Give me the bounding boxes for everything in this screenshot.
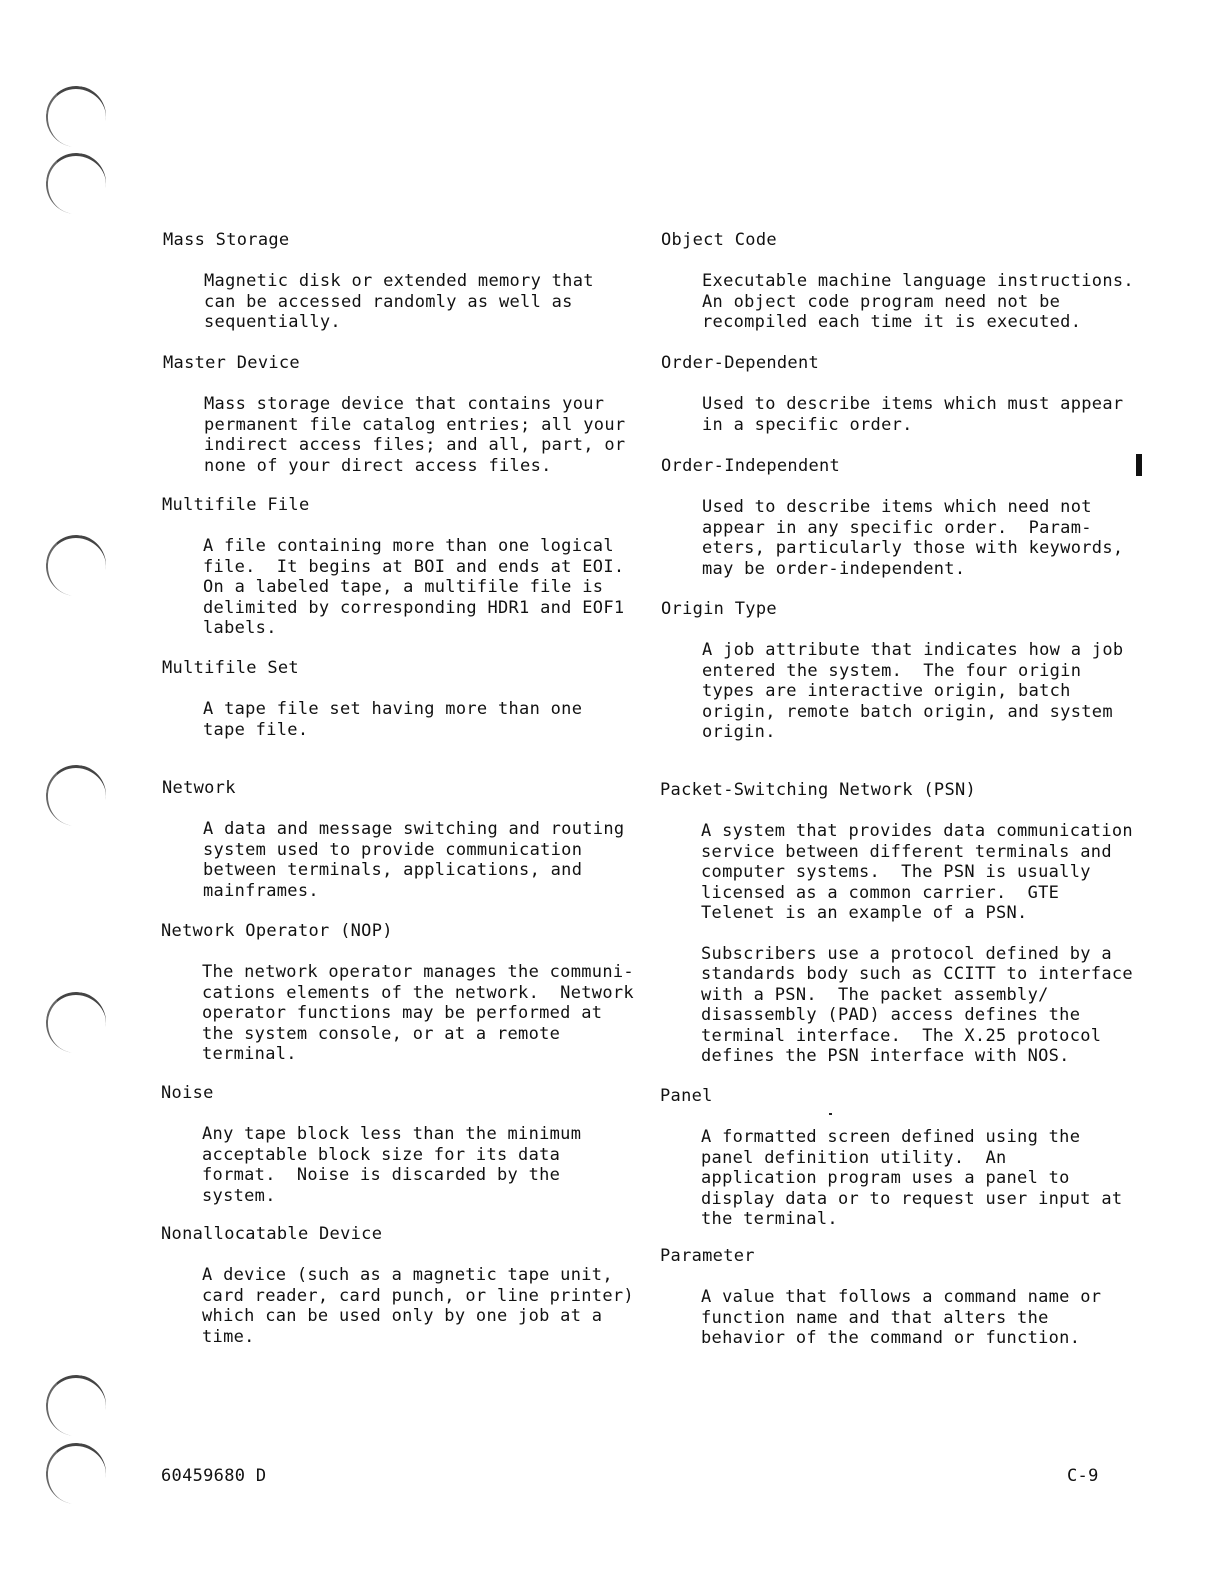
glossary-definition: Magnetic disk or extended memory that can be accessed randomly as well as sequentially. bbox=[204, 271, 594, 332]
glossary-term: Network Operator (NOP) bbox=[161, 921, 393, 941]
glossary-entry-network-operator bbox=[161, 921, 634, 1065]
punch-hole-mark bbox=[42, 988, 110, 1057]
glossary-term: Object Code bbox=[661, 230, 777, 250]
glossary-definition: Used to describe items which must appear in a specific order. bbox=[702, 394, 1124, 435]
glossary-term: Parameter bbox=[660, 1246, 755, 1266]
glossary-definition: A value that follows a command name or function name and that alters the behavior of the command or function. bbox=[701, 1287, 1102, 1348]
glossary-entry-noise bbox=[161, 1083, 581, 1206]
glossary-definition: Executable machine language instructions. An object code program need not be recompiled each time it is executed. bbox=[702, 271, 1134, 332]
glossary-entry-network bbox=[162, 778, 624, 901]
glossary-entry-order-dependent bbox=[661, 353, 1123, 435]
glossary-definition: A device (such as a magnetic tape unit, card reader, card punch, or line printer) which can be used only by one job at a time. bbox=[202, 1265, 634, 1347]
glossary-entry-parameter bbox=[660, 1246, 1101, 1349]
document-number: 60459680 D bbox=[161, 1466, 267, 1486]
glossary-term: Network bbox=[162, 778, 236, 798]
punch-hole-mark bbox=[42, 149, 110, 218]
glossary-entry-panel bbox=[660, 1086, 1122, 1230]
punch-hole-mark bbox=[42, 531, 110, 600]
glossary-entry-order-independent bbox=[661, 456, 1123, 579]
punch-hole-mark bbox=[42, 1371, 110, 1440]
glossary-definition: The network operator manages the communi- cations elements of the network. Network operator functions may be performed at the system console, or at a remote terminal. bbox=[202, 962, 634, 1064]
punch-hole-mark bbox=[42, 82, 110, 151]
glossary-term: Packet-Switching Network (PSN) bbox=[660, 780, 977, 800]
glossary-definition: A file containing more than one logical file. It begins at BOI and ends at EOI. On a labeled tape, a multifile file is delimited by corresponding HDR1 and EOF1 labels. bbox=[203, 536, 625, 638]
glossary-term: Order-Dependent bbox=[661, 353, 820, 373]
glossary-term: Panel bbox=[660, 1086, 713, 1106]
glossary-entry-packet-switching-network bbox=[660, 780, 1133, 1067]
glossary-term: Noise bbox=[161, 1083, 214, 1103]
glossary-entry-master-device bbox=[163, 353, 625, 476]
glossary-term: Nonallocatable Device bbox=[161, 1224, 383, 1244]
glossary-definition: Used to describe items which need not appear in any specific order. Param- eters, particularly those with keywords, may be order-independent. bbox=[702, 497, 1124, 579]
revision-change-bar bbox=[1136, 454, 1142, 476]
punch-hole-mark bbox=[42, 761, 110, 830]
glossary-term: Multifile File bbox=[162, 495, 310, 515]
page-number: C-9 bbox=[1067, 1466, 1099, 1486]
glossary-definition: A job attribute that indicates how a job entered the system. The four origin types are interactive origin, batch origin, remote batch origin, and system origin. bbox=[702, 640, 1124, 742]
glossary-definition: A tape file set having more than one tape file. bbox=[203, 699, 583, 740]
glossary-term: Order-Independent bbox=[661, 456, 841, 476]
glossary-definition: A formatted screen defined using the panel definition utility. An application program uses a panel to display data or to request user input at the terminal. bbox=[701, 1127, 1123, 1229]
glossary-definition: A data and message switching and routing system used to provide communication between terminals, applications, and mainframes. bbox=[203, 819, 625, 901]
punch-hole-mark bbox=[42, 1439, 110, 1508]
glossary-entry-object-code bbox=[661, 230, 1134, 333]
glossary-entry-origin-type bbox=[661, 599, 1123, 743]
glossary-definition: Any tape block less than the minimum acceptable block size for its data format. Noise is discarded by the system. bbox=[202, 1124, 582, 1206]
glossary-definition: Subscribers use a protocol defined by a standards body such as CCITT to interface with a PSN. The packet assembly/ disassembly (PAD) access defines the terminal interface. The X.25 protocol defines the PSN interface with NOS. bbox=[701, 943, 1133, 1066]
glossary-term: Mass Storage bbox=[163, 230, 290, 250]
glossary-term: Origin Type bbox=[661, 599, 777, 619]
glossary-definition: Mass storage device that contains your permanent file catalog entries; all your indirect access files; and all, part, or none of your direct access files. bbox=[204, 394, 626, 476]
glossary-entry-nonallocatable-device bbox=[161, 1224, 634, 1347]
glossary-entry-mass-storage bbox=[163, 230, 594, 333]
glossary-definition: A system that provides data communication service between different terminals and computer systems. The PSN is usually licensed as a common carrier. GTE Telenet is an example of a PSN. bbox=[701, 821, 1133, 923]
glossary-entry-multifile-set bbox=[162, 658, 582, 740]
glossary-term: Master Device bbox=[163, 353, 300, 373]
glossary-term: Multifile Set bbox=[162, 658, 299, 678]
glossary-entry-multifile-file bbox=[162, 495, 624, 639]
